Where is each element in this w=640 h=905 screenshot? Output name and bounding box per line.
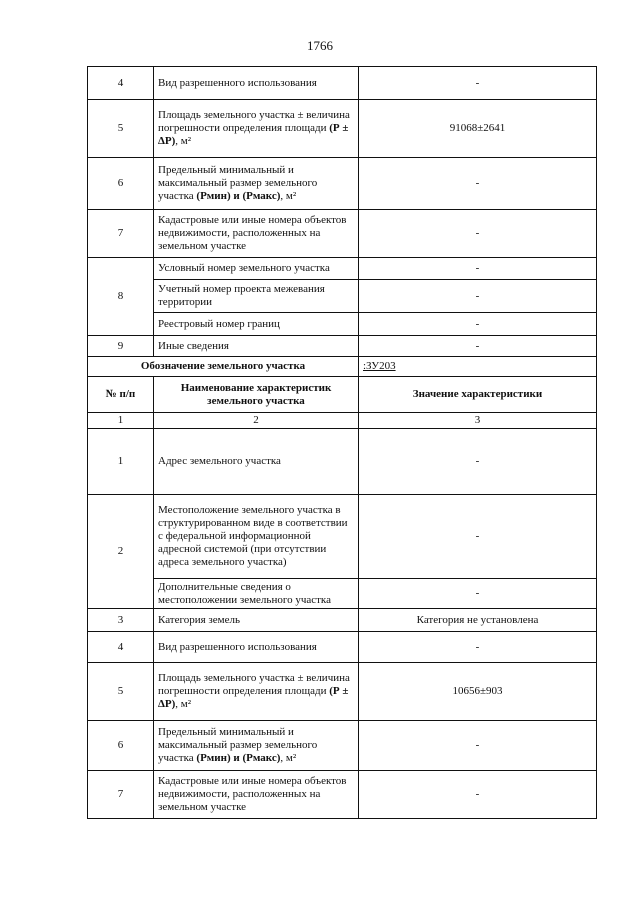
label-formula: (Рмин) и (Рмакс)	[196, 190, 281, 202]
table-row	[88, 495, 597, 579]
row-label: Кадастровые или иные номера объектов недвижимости, расположенных на земельном участке	[154, 210, 359, 258]
row-number: 9	[88, 336, 154, 357]
column-number: 1	[88, 413, 154, 429]
label-unit: , м²	[175, 698, 192, 710]
table-row	[88, 280, 597, 313]
row-label: Учетный номер проекта межевания территории	[154, 280, 359, 313]
row-value: -	[359, 495, 597, 579]
table-row	[88, 579, 597, 609]
row-value: -	[359, 336, 597, 357]
row-label: Кадастровые или иные номера объектов недвижимости, расположенных на земельном участке	[154, 771, 359, 819]
row-number: 2	[88, 495, 154, 609]
table-row	[88, 100, 597, 158]
table-row	[88, 336, 597, 357]
row-value: -	[359, 258, 597, 280]
row-number: 6	[88, 158, 154, 210]
page-number: 1766	[307, 38, 333, 53]
row-number: 5	[88, 100, 154, 158]
row-value: -	[359, 579, 597, 609]
header-value: Значение характеристики	[359, 377, 597, 413]
table-row	[88, 609, 597, 632]
label-formula: (Рмин) и (Рмакс)	[196, 752, 281, 764]
table-row	[88, 771, 597, 819]
table-row	[88, 313, 597, 336]
label-formula: (Р ± ΔР)	[158, 685, 349, 710]
row-label: Категория земель	[154, 609, 359, 632]
row-number: 5	[88, 663, 154, 721]
designation-row	[88, 357, 597, 377]
label-text: Предельный минимальный и максимальный размер земельного участка	[158, 164, 318, 202]
table-row	[88, 258, 597, 280]
table-row	[88, 663, 597, 721]
row-number: 1	[88, 429, 154, 495]
row-value: -	[359, 721, 597, 771]
row-number: 7	[88, 771, 154, 819]
row-label: Реестровый номер границ	[154, 313, 359, 336]
row-label: Вид разрешенного использования	[154, 67, 359, 100]
row-value: -	[359, 210, 597, 258]
label-text: Предельный минимальный и максимальный размер земельного участка	[158, 726, 318, 764]
label-formula: (Р ± ΔР)	[158, 122, 349, 147]
row-value: -	[359, 632, 597, 663]
row-value: -	[359, 429, 597, 495]
row-label	[154, 100, 359, 158]
header-row	[88, 377, 597, 413]
row-number: 4	[88, 67, 154, 100]
row-number: 3	[88, 609, 154, 632]
header-number: № п/п	[88, 377, 154, 413]
row-label	[154, 663, 359, 721]
designation-label: Обозначение земельного участка	[88, 357, 359, 377]
row-value: Категория не установлена	[359, 609, 597, 632]
row-value: -	[359, 280, 597, 313]
row-number: 4	[88, 632, 154, 663]
table-row	[88, 67, 597, 100]
header-name: Наименование характеристик земельного участка	[154, 377, 359, 413]
table-row	[88, 158, 597, 210]
column-numbers-row	[88, 413, 597, 429]
row-number: 8	[88, 258, 154, 336]
land-plot-table	[87, 66, 597, 819]
row-label	[154, 721, 359, 771]
row-label: Условный номер земельного участка	[154, 258, 359, 280]
label-unit: , м²	[280, 190, 297, 202]
row-value: 10656±903	[359, 663, 597, 721]
row-value: -	[359, 313, 597, 336]
row-label: Местоположение земельного участка в структурированном виде в соответствии с федеральной информационной адресной системой (при отсутствии адреса земельного участка)	[154, 495, 359, 579]
table-row	[88, 632, 597, 663]
label-unit: , м²	[280, 752, 297, 764]
row-label: Вид разрешенного использования	[154, 632, 359, 663]
row-number: 7	[88, 210, 154, 258]
designation-value: :ЗУ203	[359, 357, 597, 377]
row-label: Иные сведения	[154, 336, 359, 357]
label-text: Площадь земельного участка ± величина погрешности определения площади	[158, 109, 350, 134]
row-value: -	[359, 158, 597, 210]
row-label: Дополнительные сведения о местоположении земельного участка	[154, 579, 359, 609]
label-text: Площадь земельного участка ± величина погрешности определения площади	[158, 672, 350, 697]
row-label	[154, 158, 359, 210]
row-number: 6	[88, 721, 154, 771]
column-number: 2	[154, 413, 359, 429]
column-number: 3	[359, 413, 597, 429]
table-row	[88, 721, 597, 771]
row-value: -	[359, 67, 597, 100]
row-label: Адрес земельного участка	[154, 429, 359, 495]
table-row	[88, 210, 597, 258]
table-row	[88, 429, 597, 495]
label-unit: , м²	[175, 135, 192, 147]
row-value: -	[359, 771, 597, 819]
row-value: 91068±2641	[359, 100, 597, 158]
